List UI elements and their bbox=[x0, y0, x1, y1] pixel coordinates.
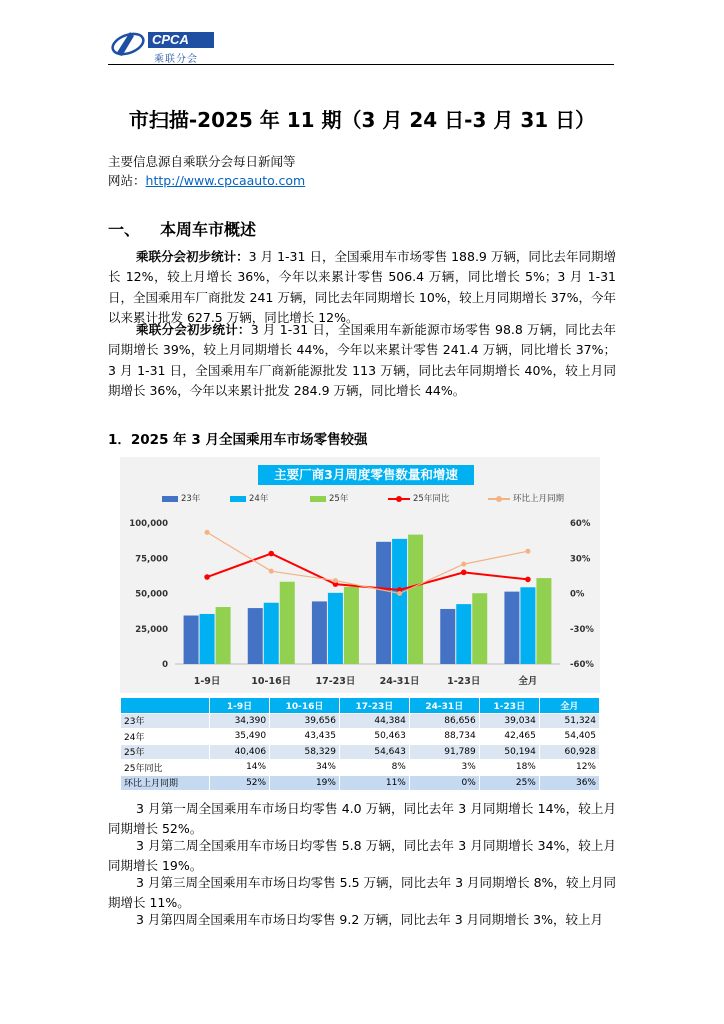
bar-23年 bbox=[440, 609, 455, 664]
bar-25年 bbox=[216, 607, 231, 664]
table-header-cell: 1-23日 bbox=[479, 698, 539, 714]
y-left-tick-label: 0 bbox=[162, 660, 168, 670]
table-cell: 39,034 bbox=[479, 713, 539, 729]
week-paragraph: 3 月第四周全国乘用车市场日均零售 9.2 万辆，同比去年 3 月同期增长 3%，较上月 bbox=[136, 912, 603, 927]
para-lead: 乘联分会初步统计： bbox=[136, 249, 249, 264]
table-cell: 40,406 bbox=[210, 744, 270, 760]
bar-25年 bbox=[344, 587, 359, 664]
logo-text: CPCA bbox=[148, 32, 214, 48]
table-cell: 88,734 bbox=[409, 729, 479, 745]
table-cell: 12% bbox=[539, 760, 599, 776]
table-cell: 24年 bbox=[121, 729, 210, 745]
table-cell: 60,928 bbox=[539, 744, 599, 760]
point-25年同比 bbox=[204, 574, 210, 580]
table-cell: 51,324 bbox=[539, 713, 599, 729]
para-text: 3 月 1-31 日，全国乘用车新能源市场零售 98.8 万辆，同比去年同期增长 39%，较上月同期增长 44%，今年以来累计零售 241.4 万辆，同比增长 37%；3 月 1-31 日，全国乘用车厂商新能源批发 113 万辆，同比去年同期增长 40%，较上月同期增长 36%，今年以来累计批发 284.9 万辆，同比增长 44%。 bbox=[108, 322, 616, 398]
table-cell: 环比上月同期 bbox=[121, 775, 210, 791]
table-header-cell: 17-23日 bbox=[339, 698, 409, 714]
y-right-tick-label: 30% bbox=[570, 554, 591, 565]
point-环比上月同期 bbox=[461, 562, 466, 567]
bar-25年 bbox=[280, 582, 295, 664]
table-header-cell: 10-16日 bbox=[270, 698, 340, 714]
table-cell: 8% bbox=[339, 760, 409, 776]
point-环比上月同期 bbox=[333, 578, 338, 583]
bar-23年 bbox=[184, 616, 199, 664]
table-cell: 34% bbox=[270, 760, 340, 776]
point-25年同比 bbox=[268, 551, 274, 557]
table-cell: 25年 bbox=[121, 744, 210, 760]
site-link[interactable]: http://www.cpcaauto.com bbox=[145, 173, 306, 188]
source-line: 主要信息源自乘联分会每日新闻等 bbox=[108, 154, 296, 169]
bar-24年 bbox=[392, 539, 407, 664]
bar-24年 bbox=[456, 604, 471, 664]
table-header-cell bbox=[121, 698, 210, 714]
page-header bbox=[108, 26, 614, 66]
y-left-tick-label: 50,000 bbox=[135, 589, 168, 600]
table-cell: 35,490 bbox=[210, 729, 270, 745]
table-header-cell: 1-9日 bbox=[210, 698, 270, 714]
table-cell: 0% bbox=[409, 775, 479, 791]
line-25年同比 bbox=[207, 554, 528, 590]
chart-data-table bbox=[120, 697, 600, 791]
section-number: 一、 bbox=[108, 220, 141, 239]
point-环比上月同期 bbox=[525, 549, 530, 554]
table-row bbox=[121, 760, 600, 776]
x-tick-label: 24-31日 bbox=[379, 676, 420, 687]
bar-23年 bbox=[504, 592, 519, 664]
table-row bbox=[121, 729, 600, 745]
table-row bbox=[121, 713, 600, 729]
bar-23年 bbox=[376, 542, 391, 664]
section-title: 本周车市概述 bbox=[160, 220, 257, 239]
table-row bbox=[121, 775, 600, 791]
table-header-cell: 全月 bbox=[539, 698, 599, 714]
bar-24年 bbox=[328, 593, 343, 664]
legend-label: 环比上月同期 bbox=[513, 494, 565, 504]
table-cell: 14% bbox=[210, 760, 270, 776]
subsection-heading: 1．2025 年 3 月全国乘用车市场零售较强 bbox=[108, 432, 368, 448]
y-right-tick-label: -30% bbox=[570, 624, 594, 635]
y-right-tick-label: -60% bbox=[570, 660, 594, 670]
table-cell: 25年同比 bbox=[121, 760, 210, 776]
x-tick-label: 1-9日 bbox=[193, 676, 221, 687]
bar-23年 bbox=[312, 601, 327, 664]
cpca-logo bbox=[108, 26, 218, 66]
table-cell: 25% bbox=[479, 775, 539, 791]
table-header-cell: 24-31日 bbox=[409, 698, 479, 714]
x-tick-label: 10-16日 bbox=[251, 676, 292, 687]
table-cell: 43,435 bbox=[270, 729, 340, 745]
chart-title: 主要厂商3月周度零售数量和增速 bbox=[258, 465, 474, 485]
logo-cn: 乘联分会 bbox=[154, 54, 198, 65]
y-right-tick-label: 60% bbox=[570, 519, 591, 529]
legend-label: 25年 bbox=[329, 494, 349, 504]
table-cell: 52% bbox=[210, 775, 270, 791]
logo-emblem-icon bbox=[108, 26, 148, 62]
table-cell: 44,384 bbox=[339, 713, 409, 729]
table-cell: 50,194 bbox=[479, 744, 539, 760]
section-heading bbox=[108, 217, 256, 240]
table-cell: 36% bbox=[539, 775, 599, 791]
para-text: 3 月 1-31 日，全国乘用车市场零售 188.9 万辆，同比去年同期增长 12%，较上月增长 36%，今年以来累计零售 506.4 万辆，同比增长 5%；3 月 1-31 日，全国乘用车厂商批发 241 万辆，同比去年同期增长 10%，较上月同期增长 37%，今年以来累计批发 627.5 万辆，同比增长 12%。 bbox=[108, 249, 616, 325]
weekly-retail-chart bbox=[120, 457, 600, 693]
bar-24年 bbox=[264, 603, 279, 664]
para-lead: 乘联分会初步统计： bbox=[136, 322, 251, 337]
table-cell: 3% bbox=[409, 760, 479, 776]
line-环比上月同期 bbox=[207, 532, 528, 593]
point-25年同比 bbox=[461, 570, 467, 576]
x-tick-label: 1-23日 bbox=[447, 676, 481, 687]
paragraph-nev bbox=[108, 320, 616, 401]
table-cell: 19% bbox=[270, 775, 340, 791]
point-环比上月同期 bbox=[205, 530, 210, 535]
bar-24年 bbox=[520, 587, 535, 664]
table-cell: 42,465 bbox=[479, 729, 539, 745]
paragraph-retail bbox=[108, 247, 616, 328]
legend-label: 24年 bbox=[249, 494, 269, 504]
bar-25年 bbox=[472, 593, 487, 664]
page-title: 市扫描-2025 年 11 期（3 月 24 日-3 月 31 日） bbox=[128, 108, 596, 132]
table-cell: 39,656 bbox=[270, 713, 340, 729]
table-cell: 54,405 bbox=[539, 729, 599, 745]
point-25年同比 bbox=[525, 577, 531, 583]
y-left-tick-label: 25,000 bbox=[135, 624, 168, 635]
x-tick-label: 全月 bbox=[518, 676, 538, 687]
point-环比上月同期 bbox=[397, 591, 402, 596]
table-cell: 91,789 bbox=[409, 744, 479, 760]
table-cell: 58,329 bbox=[270, 744, 340, 760]
week-paragraph: 3 月第二周全国乘用车市场日均零售 5.8 万辆，同比去年 3 月同期增长 34%，较上月同期增长 19%。 bbox=[108, 838, 616, 874]
y-left-tick-label: 100,000 bbox=[129, 519, 168, 529]
legend-label: 25年同比 bbox=[413, 494, 450, 504]
site-label: 网站： bbox=[108, 173, 146, 188]
y-left-tick-label: 75,000 bbox=[135, 554, 168, 565]
point-环比上月同期 bbox=[269, 569, 274, 574]
table-cell: 18% bbox=[479, 760, 539, 776]
x-tick-label: 17-23日 bbox=[315, 676, 356, 687]
bar-24年 bbox=[200, 614, 215, 664]
table-cell: 11% bbox=[339, 775, 409, 791]
week-paragraph: 3 月第三周全国乘用车市场日均零售 5.5 万辆，同比去年 3 月同期增长 8%，较上月同期增长 11%。 bbox=[108, 875, 616, 911]
table-cell: 54,643 bbox=[339, 744, 409, 760]
table-cell: 50,463 bbox=[339, 729, 409, 745]
chart-plot bbox=[120, 457, 600, 693]
table-cell: 86,656 bbox=[409, 713, 479, 729]
y-right-tick-label: 0% bbox=[570, 589, 585, 600]
source-block bbox=[108, 152, 305, 190]
bar-25年 bbox=[536, 578, 551, 664]
table-cell: 34,390 bbox=[210, 713, 270, 729]
table-row bbox=[121, 744, 600, 760]
bar-25年 bbox=[408, 535, 423, 664]
header-rule bbox=[108, 64, 614, 65]
legend-label: 23年 bbox=[181, 494, 201, 504]
week-paragraph: 3 月第一周全国乘用车市场日均零售 4.0 万辆，同比去年 3 月同期增长 14%，较上月同期增长 52%。 bbox=[108, 801, 616, 837]
table-cell: 23年 bbox=[121, 713, 210, 729]
bar-23年 bbox=[248, 608, 263, 664]
